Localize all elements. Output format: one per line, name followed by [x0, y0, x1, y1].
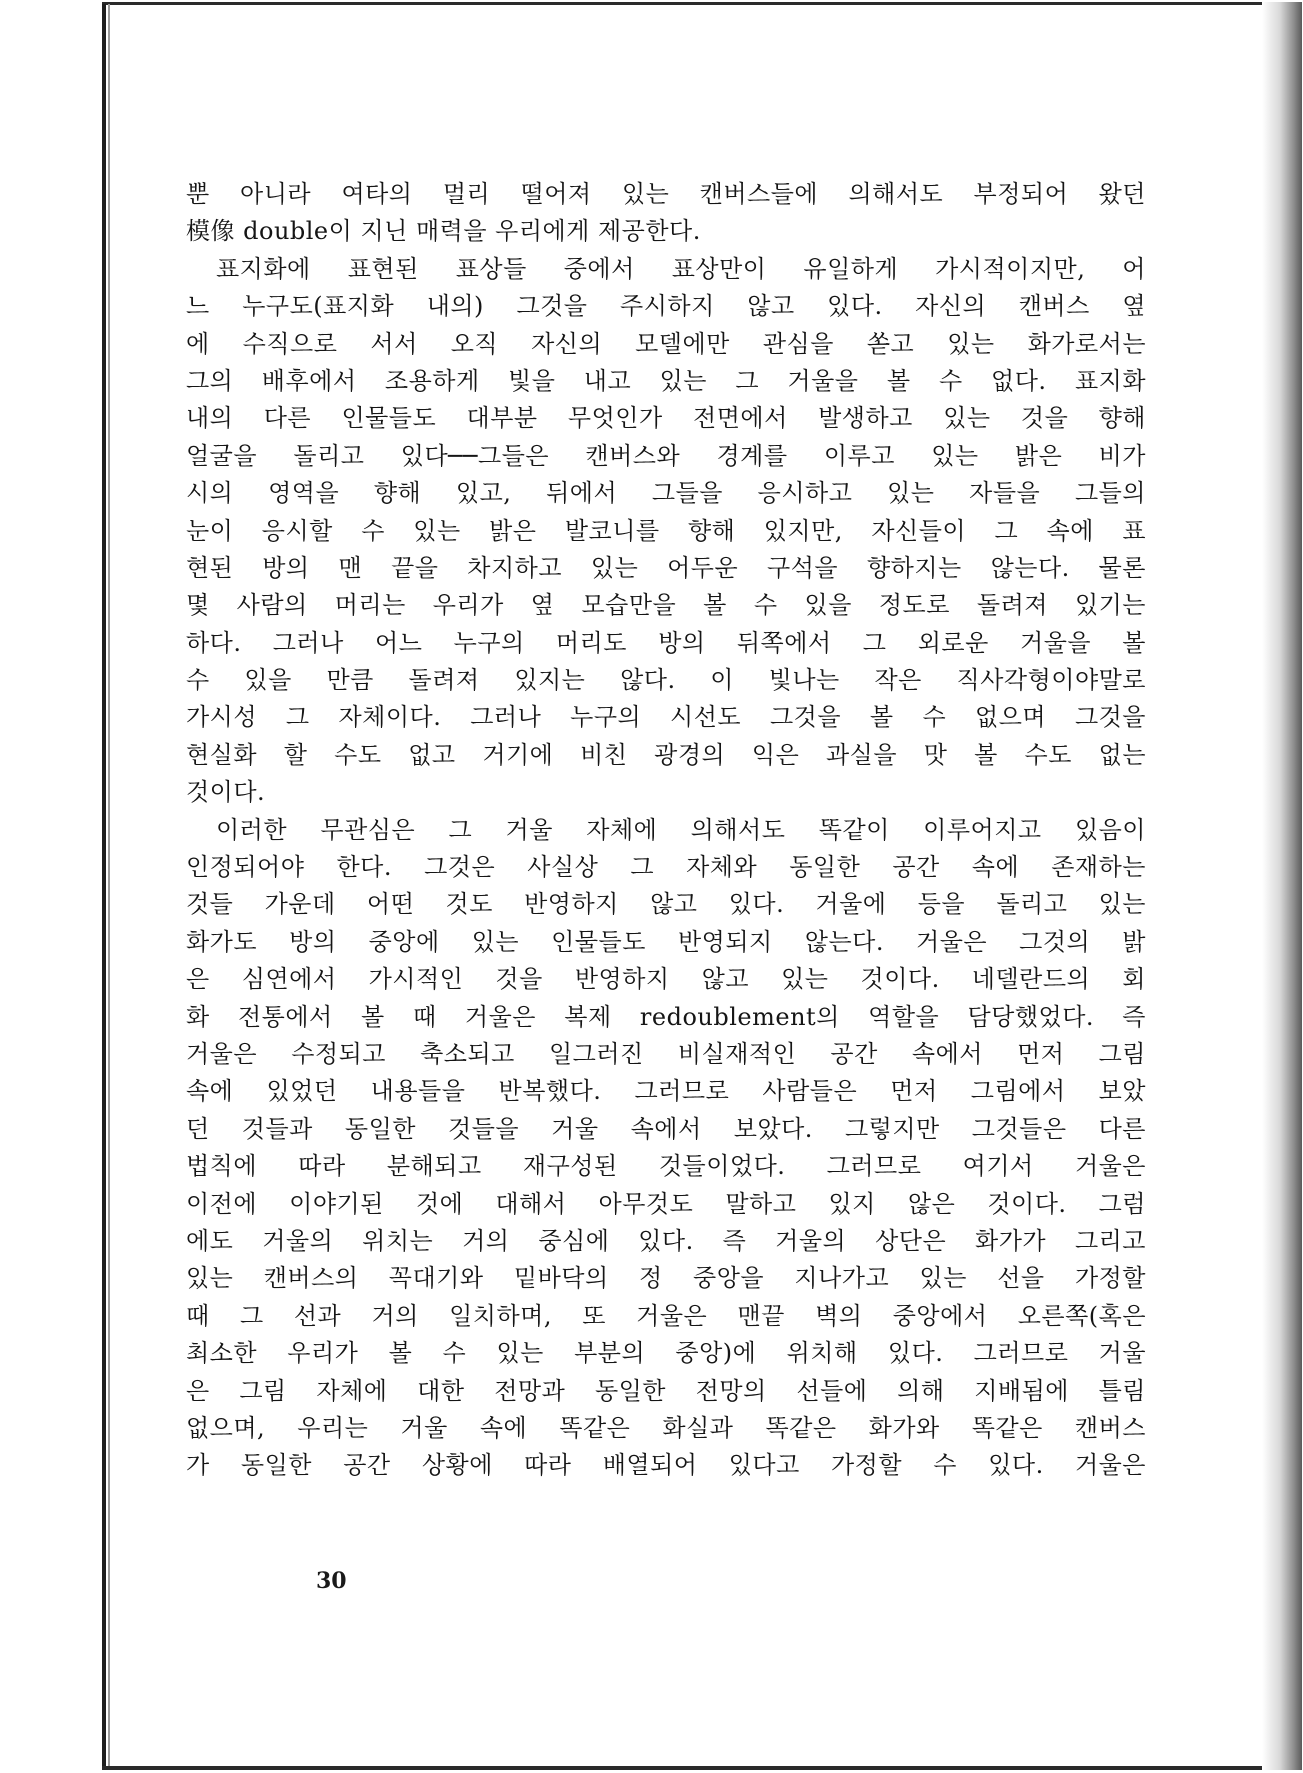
text-line: 화가도 방의 중앙에 있는 인물들도 반영되지 않는다. 거울은 그것의 밝	[186, 927, 1146, 956]
text-line: 수 있을 만큼 돌려져 있지는 않다. 이 빛나는 작은 직사각형이야말로	[186, 666, 1146, 695]
text-line: 은 그림 자체에 대한 전망과 동일한 전망의 선들에 의해 지배됨에 틀림	[186, 1376, 1146, 1405]
text-line: 거울은 수정되고 축소되고 일그러진 비실재적인 공간 속에서 먼저 그림	[186, 1039, 1146, 1068]
text-line: 내의 다른 인물들도 대부분 무엇인가 전면에서 발생하고 있는 것을 향해	[186, 404, 1146, 433]
text-line: 현실화 할 수도 없고 거기에 비친 광경의 익은 과실을 맛 볼 수도 없는	[186, 740, 1146, 769]
text-line: 없으며, 우리는 거울 속에 똑같은 화실과 똑같은 화가와 똑같은 캔버스	[186, 1413, 1146, 1442]
text-line: 화 전통에서 볼 때 거울은 복제 redoublement의 역할을 담당했었다. 즉	[186, 1002, 1146, 1031]
text-line: 던 것들과 동일한 것들을 거울 속에서 보았다. 그렇지만 그것들은 다른	[186, 1114, 1146, 1143]
text-line: 이러한 무관심은 그 거울 자체에 의해서도 똑같이 이루어지고 있음이	[216, 815, 1146, 844]
text-line: 하다. 그러나 어느 누구의 머리도 방의 뒤쪽에서 그 외로운 거울을 볼	[186, 628, 1146, 657]
text-line: 에 수직으로 서서 오직 자신의 모델에만 관심을 쏟고 있는 화가로서는	[186, 329, 1146, 358]
page-bottom-edge	[102, 1766, 1292, 1770]
body-text	[186, 176, 1146, 1485]
text-line: 이전에 이야기된 것에 대해서 아무것도 말하고 있지 않은 것이다. 그럼	[186, 1189, 1146, 1218]
text-line: 것이다.	[186, 778, 266, 807]
text-line: 에도 거울의 위치는 거의 중심에 있다. 즉 거울의 상단은 화가가 그리고	[186, 1226, 1146, 1255]
text-line: 그의 배후에서 조용하게 빛을 내고 있는 그 거울을 볼 수 없다. 표지화	[186, 366, 1146, 395]
text-line: 때 그 선과 거의 일치하며, 또 거울은 맨끝 벽의 중앙에서 오른쪽(혹은	[186, 1301, 1146, 1330]
text-line: 표지화에 표현된 표상들 중에서 표상만이 유일하게 가시적이지만, 어	[216, 254, 1146, 283]
text-line: 최소한 우리가 볼 수 있는 부분의 중앙)에 위치해 있다. 그러므로 거울	[186, 1339, 1146, 1368]
text-line: 인정되어야 한다. 그것은 사실상 그 자체와 동일한 공간 속에 존재하는	[186, 853, 1146, 882]
text-line: 가시성 그 자체이다. 그러나 누구의 시선도 그것을 볼 수 없으며 그것을	[186, 703, 1146, 732]
page-right-shadow	[1262, 2, 1302, 1770]
text-line: 있는 캔버스의 꼭대기와 밑바닥의 정 중앙을 지나가고 있는 선을 가정할	[186, 1264, 1146, 1293]
page-left-edge	[102, 4, 106, 1769]
text-line: 것들 가운데 어떤 것도 반영하지 않고 있다. 거울에 등을 돌리고 있는	[186, 890, 1146, 919]
text-line: 模像 double이 지닌 매력을 우리에게 제공한다.	[186, 217, 701, 246]
text-line: 속에 있었던 내용들을 반복했다. 그러므로 사람들은 먼저 그림에서 보았	[186, 1077, 1146, 1106]
text-line: 가 동일한 공간 상황에 따라 배열되어 있다고 가정할 수 있다. 거울은	[186, 1451, 1146, 1480]
page-number: 30	[316, 1568, 347, 1594]
text-line: 시의 영역을 향해 있고, 뒤에서 그들을 응시하고 있는 자들을 그들의	[186, 479, 1146, 508]
text-line: 느 누구도(표지화 내의) 그것을 주시하지 않고 있다. 자신의 캔버스 옆	[186, 292, 1146, 321]
text-line: 뿐 아니라 여타의 멀리 떨어져 있는 캔버스들에 의해서도 부정되어 왔던	[186, 180, 1146, 208]
text-line: 법칙에 따라 분해되고 재구성된 것들이었다. 그러므로 여기서 거울은	[186, 1152, 1146, 1181]
text-line: 은 심연에서 가시적인 것을 반영하지 않고 있는 것이다. 네델란드의 회	[186, 965, 1146, 994]
text-line: 몇 사람의 머리는 우리가 옆 모습만을 볼 수 있을 정도로 돌려져 있기는	[186, 591, 1146, 620]
text-line: 눈이 응시할 수 있는 밝은 발코니를 향해 있지만, 자신들이 그 속에 표	[186, 516, 1146, 545]
text-line: 얼굴을 돌리고 있다──그들은 캔버스와 경계를 이루고 있는 밝은 비가	[186, 441, 1146, 470]
text-line: 현된 방의 맨 끝을 차지하고 있는 어두운 구석을 향하지는 않는다. 물론	[186, 553, 1146, 582]
